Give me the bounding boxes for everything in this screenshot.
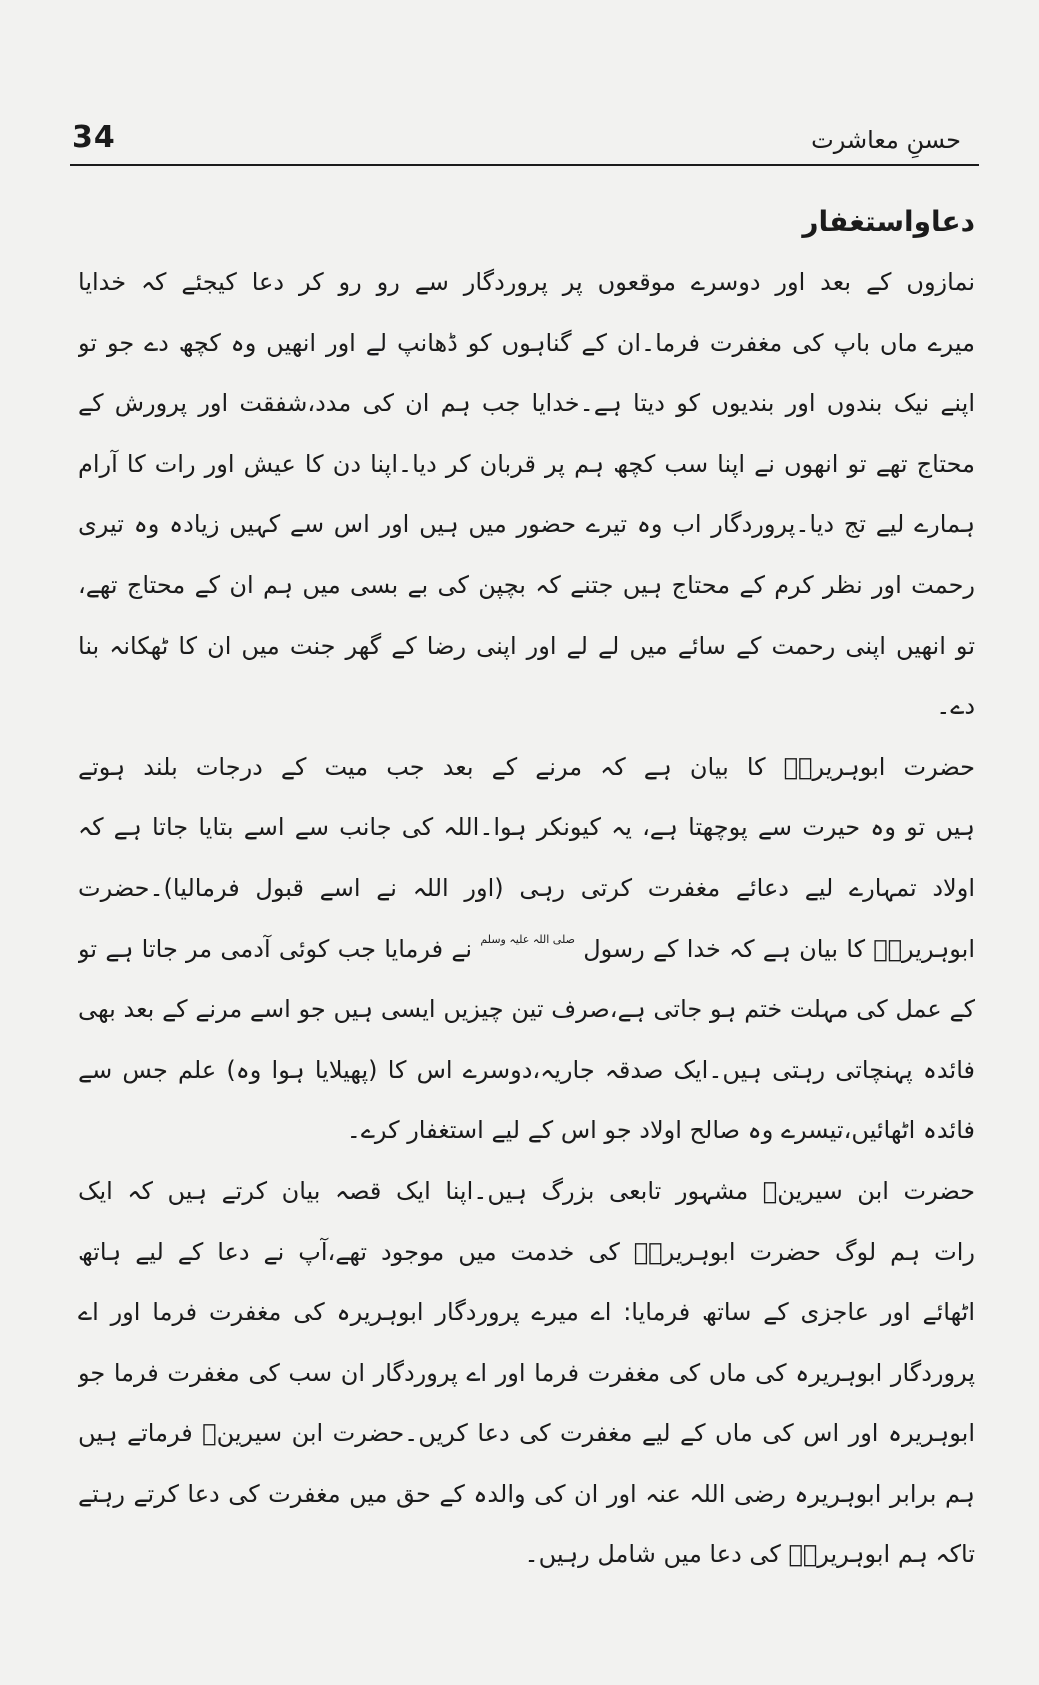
text-line: ابوہریرہ اور اس کی ماں کے لیے مغفرت کی دعا کریں۔حضرت ابن سیرینؒ فرماتے ہیں	[78, 1419, 975, 1448]
text-line: دے۔	[936, 692, 975, 721]
text-line: نمازوں کے بعد اور دوسرے موقعوں پر پروردگار سے رو رو کر دعا کیجئے کہ خدایا	[78, 268, 975, 296]
text-line: کے عمل کی مہلت ختم ہو جاتی ہے،صرف تین چیزیں ایسی ہیں جو اسے مرنے کے بعد بھی	[78, 995, 975, 1024]
text-segment: نے فرمایا جب کوئی آدمی مر جاتا ہے تو	[78, 934, 473, 963]
text-line: ہم برابر ابوہریرہ رضی اللہ عنہ اور ان کی والدہ کے حق میں مغفرت کی دعا کرتے رہتے	[78, 1479, 975, 1508]
page-number: 34	[72, 120, 116, 155]
text-line: حضرت ابن سیرینؒ مشہور تابعی بزرگ ہیں۔اپنا ایک قصہ بیان کرتے ہیں کہ ایک	[78, 1176, 975, 1205]
text-segment: ابوہریرہؓ کا بیان ہے کہ خدا کے رسول	[583, 934, 975, 963]
text-line: رات ہم لوگ حضرت ابوہریرہؓ کی خدمت میں موجود تھے،آپ نے دعا کے لیے ہاتھ	[78, 1237, 975, 1266]
text-line: ہیں تو وہ حیرت سے پوچھتا ہے، یہ کیونکر ہوا۔اللہ کی جانب سے اسے بتایا جاتا ہے کہ	[78, 813, 975, 842]
text-line: فائدہ پہنچاتی رہتی ہیں۔ایک صدقہ جاریہ،دوسرے اس کا (پھیلایا ہوا وہ) علم جس سے	[78, 1055, 975, 1084]
section-heading: دعاواستغفار	[802, 205, 975, 238]
text-line: اولاد تمہارے لیے دعائے مغفرت کرتی رہی (اور اللہ نے اسے قبول فرمالیا)۔حضرت	[78, 873, 975, 902]
text-line: پروردگار ابوہریرہ کی ماں کی مغفرت فرما اور اے پروردگار ان سب کی مغفرت فرما جو	[78, 1358, 975, 1387]
paragraph-2	[78, 737, 975, 1161]
text-line: تاکہ ہم ابوہریرہؓ کی دعا میں شامل رہیں۔	[524, 1540, 975, 1569]
page-body	[78, 192, 975, 1585]
text-line: ہمارے لیے تج دیا۔پروردگار اب وہ تیرے حضور میں ہیں اور اس سے کہیں زیادہ وہ تیری	[78, 510, 975, 539]
text-line	[78, 919, 975, 980]
text-line: حضرت ابوہریرہؓ کا بیان ہے کہ مرنے کے بعد جب میت کے درجات بلند ہوتے	[78, 752, 975, 781]
paragraph-3	[78, 1161, 975, 1585]
honorific-mark: صلی اللہ علیہ وسلم	[480, 932, 575, 946]
running-title: حسنِ معاشرت	[811, 126, 961, 154]
text-line: اٹھائے اور عاجزی کے ساتھ فرمایا: اے میرے پروردگار ابوہریرہ کی مغفرت فرما اور اے	[78, 1298, 975, 1327]
text-line: رحمت اور نظر کرم کے محتاج ہیں جتنے کہ بچپن کی بے بسی میں ہم ان کے محتاج تھے،	[78, 570, 975, 599]
text-line: میرے ماں باپ کی مغفرت فرما۔ان کے گناہوں کو ڈھانپ لے اور انھیں وہ کچھ دے جو تو	[78, 328, 975, 357]
text-line: فائدہ اٹھائیں،تیسرے وہ صالح اولاد جو اس کے لیے استغفار کرے۔	[346, 1116, 975, 1145]
header-rule	[70, 164, 979, 166]
text-line: اپنے نیک بندوں اور بندیوں کو دیتا ہے۔خدایا جب ہم ان کی مدد،شفقت اور پرورش کے	[78, 389, 975, 418]
text-line: تو انھیں اپنی رحمت کے سائے میں لے لے اور اپنی رضا کے گھر جنت میں ان کا ٹھکانہ بنا	[78, 631, 975, 660]
paragraph-1	[78, 252, 975, 737]
text-line: محتاج تھے تو انھوں نے اپنا سب کچھ ہم پر قربان کر دیا۔اپنا دن کا عیش اور رات کا آرام	[78, 449, 975, 478]
